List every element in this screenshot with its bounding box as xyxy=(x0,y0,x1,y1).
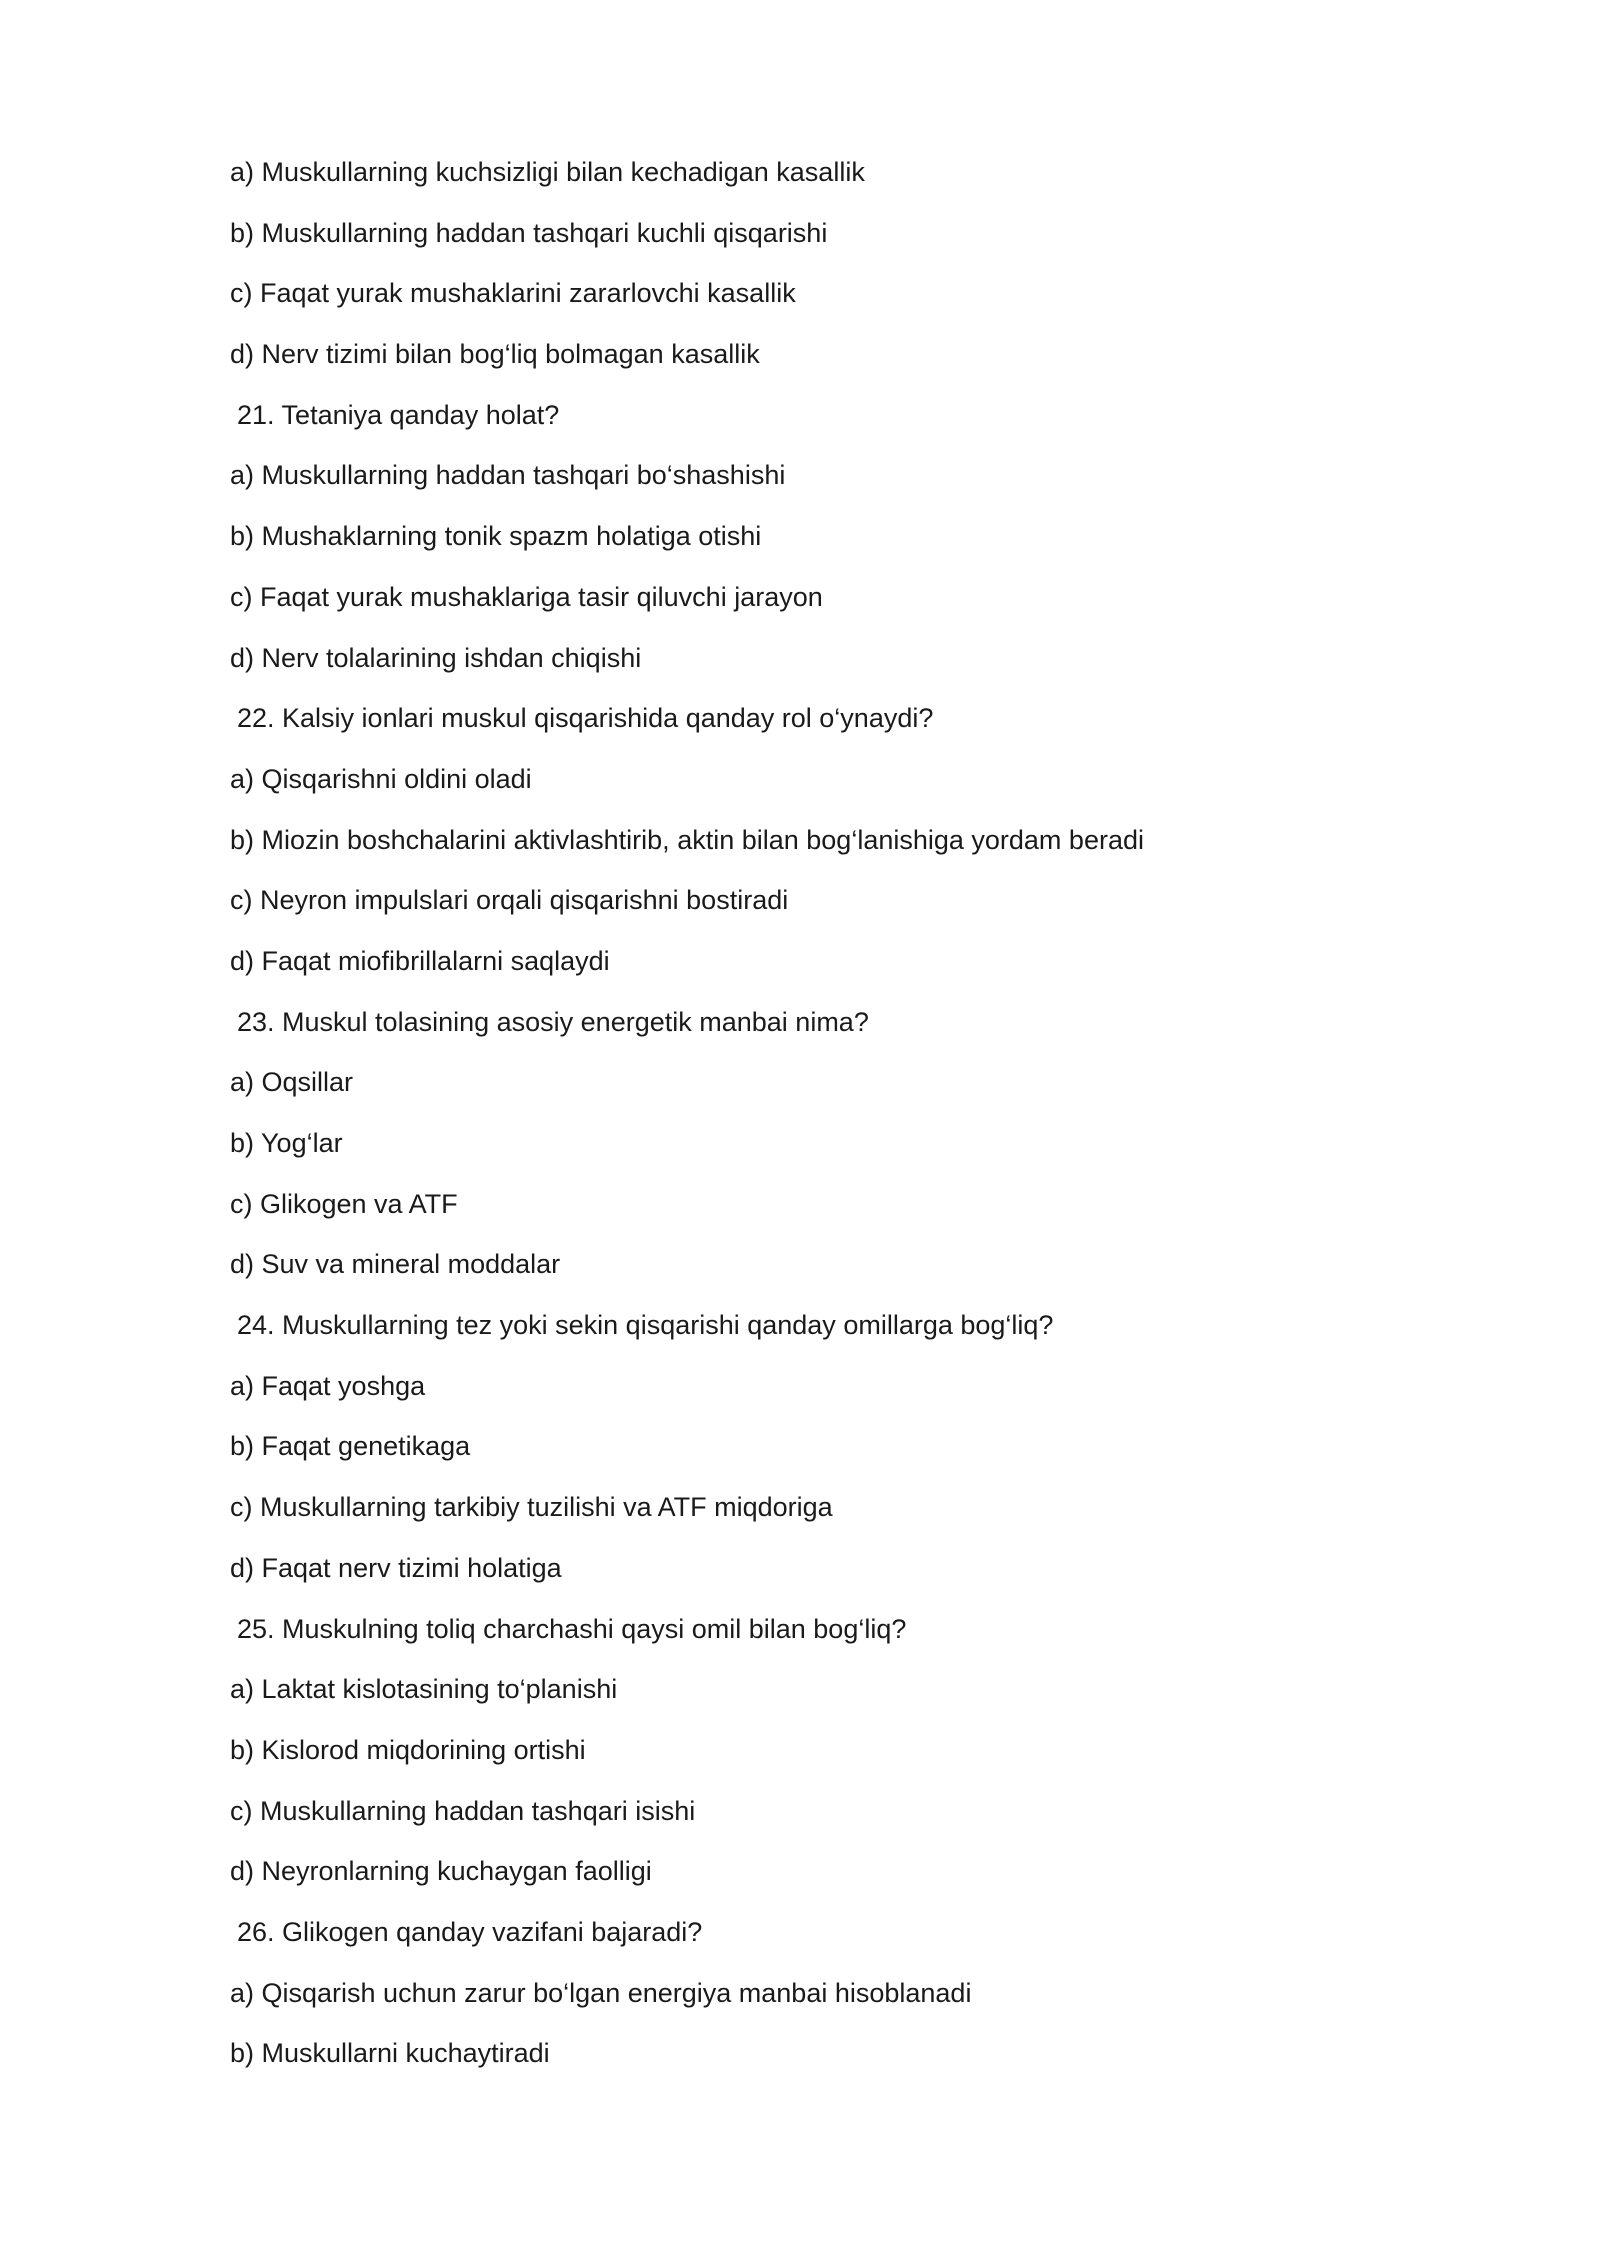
answer-option-line: b) Miozin boshchalarini aktivlashtirib, aktin bilan bog‘lanishiga yordam beradi xyxy=(230,824,1144,855)
question-line: 21. Tetaniya qanday holat? xyxy=(237,399,560,430)
answer-option-line: b) Muskullarning haddan tashqari kuchli qisqarishi xyxy=(230,217,828,248)
question-line: 26. Glikogen qanday vazifani bajaradi? xyxy=(237,1916,703,1947)
answer-option-line: a) Oqsillar xyxy=(230,1067,354,1098)
answer-option-line: b) Kislorod miqdorining ortishi xyxy=(230,1734,586,1765)
answer-option-line: b) Mushaklarning tonik spazm holatiga otishi xyxy=(230,521,762,552)
answer-option-line: c) Muskullarning tarkibiy tuzilishi va ATF miqdoriga xyxy=(230,1492,833,1523)
answer-option-line: c) Faqat yurak mushaklarini zararlovchi kasallik xyxy=(230,278,796,309)
answer-option-line: b) Yog‘lar xyxy=(230,1128,343,1158)
answer-option-line: c) Glikogen va ATF xyxy=(230,1188,458,1219)
answer-option-line: a) Muskullarning haddan tashqari bo‘shashishi xyxy=(230,460,786,491)
answer-option-line: c) Muskullarning haddan tashqari isishi xyxy=(230,1795,696,1826)
answer-option-line: d) Nerv tolalarining ishdan chiqishi xyxy=(230,642,642,673)
answer-option-line: d) Neyronlarning kuchaygan faolligi xyxy=(230,1856,652,1887)
answer-option-line: d) Nerv tizimi bilan bog‘liq bolmagan kasallik xyxy=(230,339,760,370)
quiz-text xyxy=(230,148,1410,2090)
answer-option-line: d) Faqat miofibrillalarni saqlaydi xyxy=(230,945,610,976)
answer-option-line: d) Faqat nerv tizimi holatiga xyxy=(230,1552,562,1583)
question-line: 25. Muskulning toliq charchashi qaysi omil bilan bog‘liq? xyxy=(237,1613,907,1644)
question-line: 23. Muskul tolasining asosiy energetik manbai nima? xyxy=(237,1006,869,1037)
question-line: 22. Kalsiy ionlari muskul qisqarishida qanday rol o‘ynaydi? xyxy=(237,703,934,734)
answer-option-line: c) Neyron impulslari orqali qisqarishni bostiradi xyxy=(230,885,789,916)
answer-option-line: a) Muskullarning kuchsizligi bilan kechadigan kasallik xyxy=(230,157,865,187)
question-line: 24. Muskullarning tez yoki sekin qisqarishi qanday omillarga bog‘liq? xyxy=(237,1310,1054,1341)
answer-option-line: a) Laktat kislotasining to‘planishi xyxy=(230,1674,618,1705)
answer-option-line: b) Muskullarni kuchaytiradi xyxy=(230,2038,550,2069)
answer-option-line: a) Qisqarishni oldini oladi xyxy=(230,763,532,794)
answer-option-line: c) Faqat yurak mushaklariga tasir qiluvchi jarayon xyxy=(230,581,823,612)
answer-option-line: b) Faqat genetikaga xyxy=(230,1431,471,1462)
answer-option-line: a) Faqat yoshga xyxy=(230,1370,426,1401)
answer-option-line: d) Suv va mineral moddalar xyxy=(230,1249,561,1280)
answer-option-line: a) Qisqarish uchun zarur bo‘lgan energiya manbai hisoblanadi xyxy=(230,1977,972,2008)
